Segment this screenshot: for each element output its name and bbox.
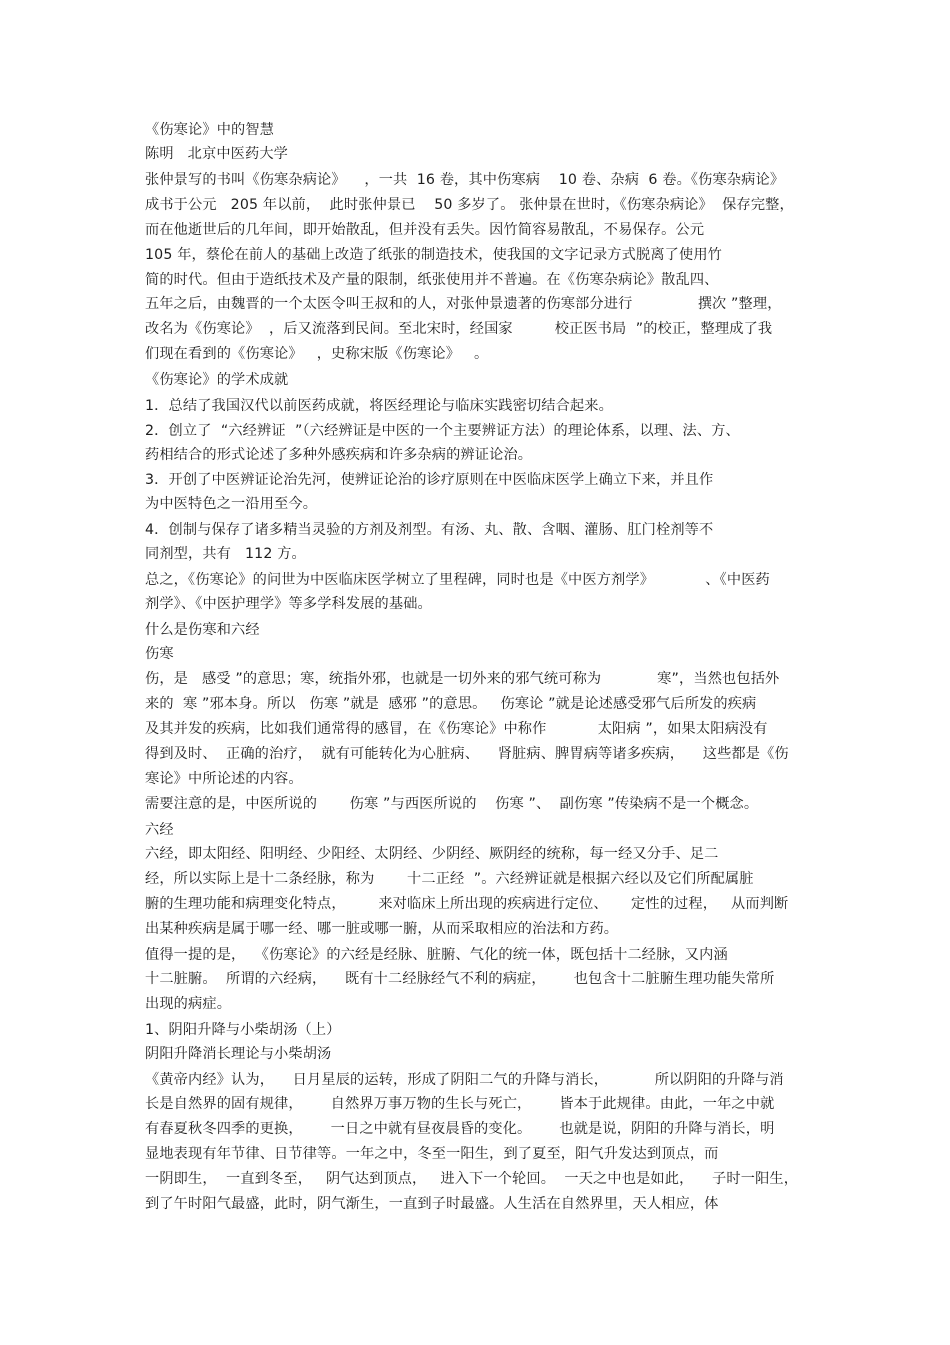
text-line: 张仲景写的书叫《伤寒杂病论》 ，一共 16 卷，其中伤寒病 10 卷、杂病 6 卷。《伤寒杂病论》 bbox=[145, 172, 785, 188]
text-line: 值得一提的是， 《伤寒论》的六经是经脉、脏腑、气化的统一体，既包括十二经脉，又内涵 bbox=[145, 947, 728, 963]
text-line: 经，所以实际上是十二条经脉，称为 十二正经 ”。六经辨证就是根据六经以及它们所配属脏 bbox=[145, 871, 754, 887]
text-line: 到了午时阳气最盛，此时，阴气渐生，一直到子时最盛。人生活在自然界里，天人相应，体 bbox=[145, 1196, 719, 1212]
text-line: 六经，即太阳经、阳明经、少阳经、太阴经、少阴经、厥阴经的统称，每一经又分手、足二 bbox=[145, 846, 719, 862]
text-line: 一阴即生， 一直到冬至， 阴气达到顶点， 进入下一个轮回。 一天之中也是如此， 子时一阳生， bbox=[145, 1171, 799, 1187]
text-line: 们现在看到的《伤寒论》 ，史称宋版《伤寒论》 。 bbox=[145, 346, 489, 362]
text-line: 总之，《伤寒论》的问世为中医临床医学树立了里程碑，同时也是《中医方剂学》 、《中医药 bbox=[145, 572, 770, 588]
text-line: 六经 bbox=[145, 822, 174, 838]
text-line: 1、阴阳升降与小柴胡汤（上） bbox=[145, 1022, 341, 1038]
text-line: 得到及时、 正确的治疗， 就有可能转化为心脏病、 肾脏病、脾胃病等诸多疾病， 这些都是《伤 bbox=[145, 746, 789, 762]
text-line: 长是自然界的固有规律， 自然界万事万物的生长与死亡， 皆本于此规律。由此，一年之中就 bbox=[145, 1096, 775, 1112]
text-line: 出某种疾病是属于哪一经、哪一脏或哪一腑，从而采取相应的治法和方药。 bbox=[145, 921, 619, 937]
text-line: 药相结合的形式论述了多种外感疾病和许多杂病的辨证论治。 bbox=[145, 447, 533, 463]
text-line: 1．总结了我国汉代以前医药成就，将医经理论与临床实践密切结合起来。 bbox=[145, 398, 613, 414]
text-line: 需要注意的是，中医所说的 伤寒 ”与西医所说的 伤寒 ”、 副伤寒 ”传染病不是一个概念。 bbox=[145, 796, 759, 812]
text-line: 而在他逝世后的几年间，即开始散乱，但并没有丢失。因竹简容易散乱，不易保存。公元 bbox=[145, 222, 705, 238]
text-line: 成书于公元 205 年以前， 此时张仲景已 50 多岁了。 张仲景在世时，《伤寒杂病论》 保存完整， bbox=[145, 197, 794, 213]
text-line: 3．开创了中医辨证论治先河，使辨证论治的诊疗原则在中医临床医学上确立下来，并且作 bbox=[145, 472, 714, 488]
text-line: 出现的病症。 bbox=[145, 996, 232, 1012]
text-line: 4．创制与保存了诸多精当灵验的方剂及剂型。有汤、丸、散、含咽、灌肠、肛门栓剂等不 bbox=[145, 522, 714, 538]
text-line: 什么是伤寒和六经 bbox=[145, 622, 260, 638]
text-line: 显地表现有年节律、日节律等。一年之中，冬至一阳生，到了夏至，阳气升发达到顶点，而 bbox=[145, 1146, 719, 1162]
text-line: 寒论》中所论述的内容。 bbox=[145, 771, 303, 787]
text-line: 十二脏腑。 所谓的六经病， 既有十二经脉经气不利的病症， 也包含十二脏腑生理功能失常所 bbox=[145, 971, 775, 987]
text-line: 为中医特色之一沿用至今。 bbox=[145, 496, 318, 512]
text-line: 伤，是 感受 ”的意思；寒，统指外邪，也就是一切外来的邪气统可称为 寒”，当然也包括外 bbox=[145, 671, 780, 687]
text-line: 2．创立了 “六经辨证 ”（六经辨证是中医的一个主要辨证方法）的理论体系，以理、法、方、 bbox=[145, 423, 740, 439]
text-line: 腑的生理功能和病理变化特点， 来对临床上所出现的疾病进行定位、 定性的过程， 从而判断 bbox=[145, 896, 789, 912]
text-line: 同剂型，共有 112 方。 bbox=[145, 546, 306, 562]
text-line: 改名为《伤寒论》 ，后又流落到民间。至北宋时，经国家 校正医书局 ”的校正，整理成了我 bbox=[145, 321, 773, 337]
text-line: 阴阳升降消长理论与小柴胡汤 bbox=[145, 1046, 332, 1062]
text-line: 及其并发的疾病，比如我们通常得的感冒，在《伤寒论》中称作 太阳病 ”，如果太阳病没有 bbox=[145, 721, 768, 737]
text-line: 简的时代。但由于造纸技术及产量的限制，纸张使用并不普遍。在《伤寒杂病论》散乱四、 bbox=[145, 272, 719, 288]
text-line: 105 年，蔡伦在前人的基础上改造了纸张的制造技术，使我国的文字记录方式脱离了使用竹 bbox=[145, 247, 723, 263]
text-line: 《伤寒论》中的智慧 bbox=[145, 122, 275, 138]
text-line: 剂学》、《中医护理学》等多学科发展的基础。 bbox=[145, 596, 432, 612]
text-line: 陈明 北京中医药大学 bbox=[145, 146, 289, 162]
text-line: 五年之后，由魏晋的一个太医令叫王叔和的人，对张仲景遗著的伤寒部分进行 撰次 ”整理， bbox=[145, 296, 782, 312]
text-line: 来的 寒 ”邪本身。所以 伤寒 ”就是 感邪 ”的意思。 伤寒论 ”就是论述感受邪气后所发的疾病 bbox=[145, 696, 757, 712]
text-line: 《黄帝内经》认为， 日月星辰的运转，形成了阴阳二气的升降与消长， 所以阴阳的升降与消 bbox=[145, 1072, 784, 1088]
text-line: 有春夏秋冬四季的更换， 一日之中就有昼夜晨昏的变化。 也就是说，阴阳的升降与消长，明 bbox=[145, 1121, 775, 1137]
text-line: 伤寒 bbox=[145, 646, 174, 662]
text-line: 《伤寒论》的学术成就 bbox=[145, 372, 289, 388]
